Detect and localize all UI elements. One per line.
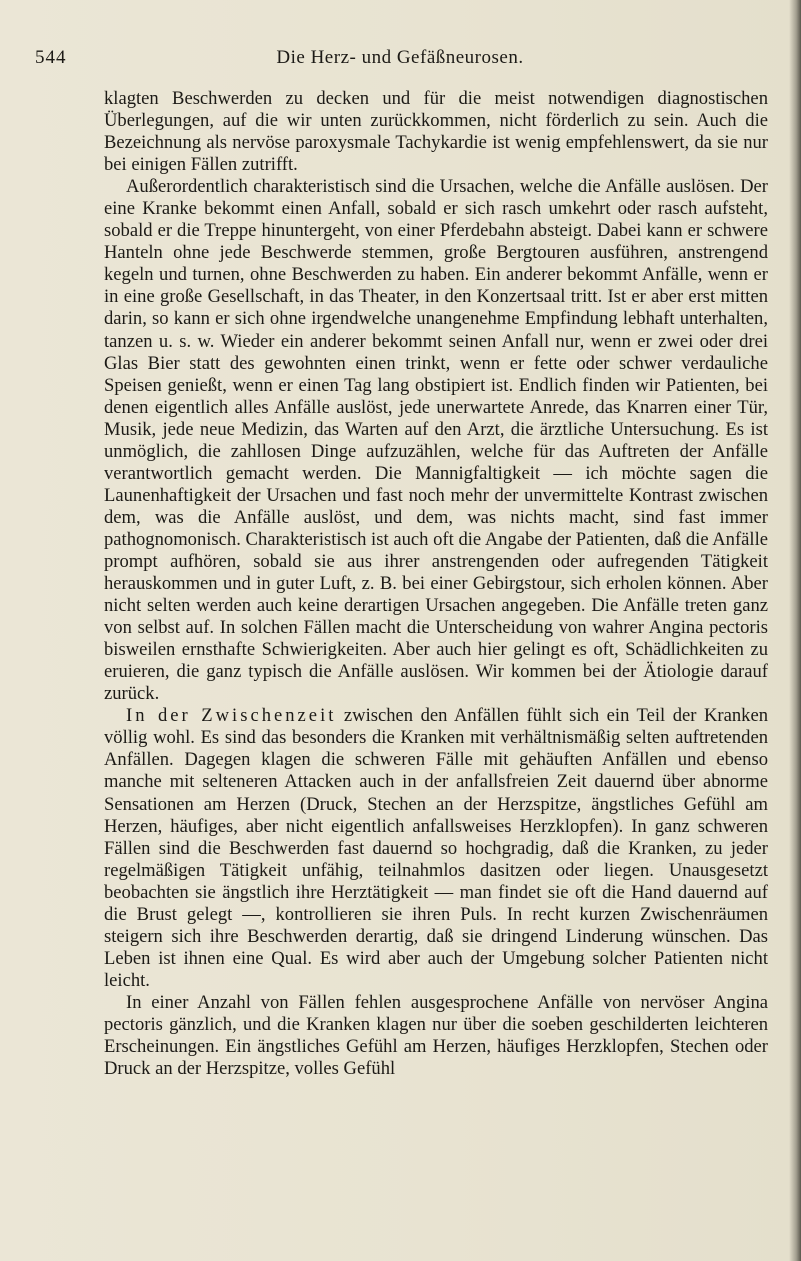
- paragraph-3-text: zwischen den Anfällen fühlt sich ein Teil der Kranken völlig wohl. Es sind das besonders die Kranken mit verhältnismäßig selten auftretenden Anfällen. Dagegen klagen die schweren Fälle mit gehäuften Anfällen und ebenso manche mit selteneren Attacken auch in der anfallsfreien Zeit dauernd über abnorme Sensationen am Herzen (Druck, Stechen an der Herzspitze, ängstliches Gefühl am Herzen, häufiges, aber nicht eigentlich anfallsweises Herzklopfen). In ganz schweren Fällen sind die Beschwerden fast dauernd so hochgradig, daß die Kranken, zu jeder regelmäßigen Tätigkeit unfähig, teilnahmlos dasitzen oder liegen. Unausgesetzt beobachten sie ängstlich ihre Herztätigkeit — man findet sie oft die Hand dauernd auf die Brust gelegt —, kontrollieren sie ihren Puls. In recht kurzen Zwischenräumen steigern sich ihre Beschwerden derartig, daß sie dringend Linderung wünschen. Das Leben ist ihnen eine Qual. Es wird aber auch der Umgebung solcher Patienten nicht leicht.: [104, 705, 768, 991]
- running-head-title: Die Herz- und Gefäßneurosen.: [276, 47, 524, 68]
- paragraph-4: In einer Anzahl von Fällen fehlen ausgesprochene Anfälle von nervöser Angina pectoris gänzlich, und die Kranken klagen nur über die soeben geschilderten leichteren Erscheinungen. Ein ängstliches Gefühl am Herzen, häufiges Herzklopfen, Stechen oder Druck an der Herzspitze, volles Gefühl: [104, 991, 768, 1080]
- paragraph-3: [104, 705, 768, 992]
- paragraph-1: klagten Beschwerden zu decken und für die meist notwendigen diagnostischen Überlegungen, auf die wir unten zurückkommen, nicht förderlich zu sein. Auch die Bezeichnung als nervöse paroxysmale Tachykardie ist wenig empfehlenswert, da sie nur bei einigen Fällen zutrifft.: [104, 88, 768, 176]
- running-head: [35, 47, 765, 73]
- page-number: 544: [35, 47, 67, 68]
- page-edge-shadow: [789, 0, 801, 1261]
- paragraph-2: Außerordentlich charakteristisch sind die Ursachen, welche die Anfälle auslösen. Der eine Kranke bekommt einen Anfall, sobald er sich rasch umkehrt oder rasch aufsteht, sobald er die Treppe hinuntergeht, von einer Pferdebahn absteigt. Dabei kann er schwere Hanteln ohne jede Beschwerde stemmen, große Bergtouren ausführen, anstrengend kegeln und turnen, ohne Beschwerden zu haben. Ein anderer bekommt Anfälle, wenn er in eine große Gesellschaft, in das Theater, in den Konzertsaal tritt. Ist er aber erst mitten darin, so kann er sich ohne irgendwelche unangenehme Empfindung lebhaft unterhalten, tanzen u. s. w. Wieder ein anderer bekommt seinen Anfall nur, wenn er zwei oder drei Glas Bier statt des gewohnten einen trinkt, wenn er fette oder schwer verdauliche Speisen genießt, wenn er einen Tag lang obstipiert ist. Endlich finden wir Patienten, bei denen eigentlich alles Anfälle auslöst, jede unerwartete Anrede, das Knarren einer Tür, Musik, jede neue Medizin, das Warten auf den Arzt, die ärztliche Untersuchung. Es ist unmöglich, die zahllosen Dinge aufzuzählen, welche für das Auftreten der Anfälle verantwortlich gemacht werden. Die Mannigfaltigkeit — ich möchte sagen die Launenhaftigkeit der Ursachen und fast noch mehr der unvermittelte Kontrast zwischen dem, was die Anfälle auslöst, und dem, was nichts macht, sind fast immer pathognomonisch. Charakteristisch ist auch oft die Angabe der Patienten, daß die Anfälle prompt aufhören, sobald sie aus ihrer anstrengenden oder aufregenden Tätigkeit herauskommen und in guter Luft, z. B. bei einer Gebirgstour, sich erholen können. Aber nicht selten werden auch keine derartigen Ursachen angegeben. Die Anfälle treten ganz von selbst auf. In solchen Fällen macht die Unterscheidung von wahrer Angina pectoris bisweilen ernsthafte Schwierigkeiten. Aber auch hier gelingt es oft, Schädlichkeiten zu eruieren, die ganz typisch die Anfälle auslösen. Wir kommen bei der Ätiologie darauf zurück.: [104, 176, 768, 705]
- body-text: [104, 88, 768, 1080]
- spaced-lead-phrase: In der Zwischenzeit: [126, 705, 337, 727]
